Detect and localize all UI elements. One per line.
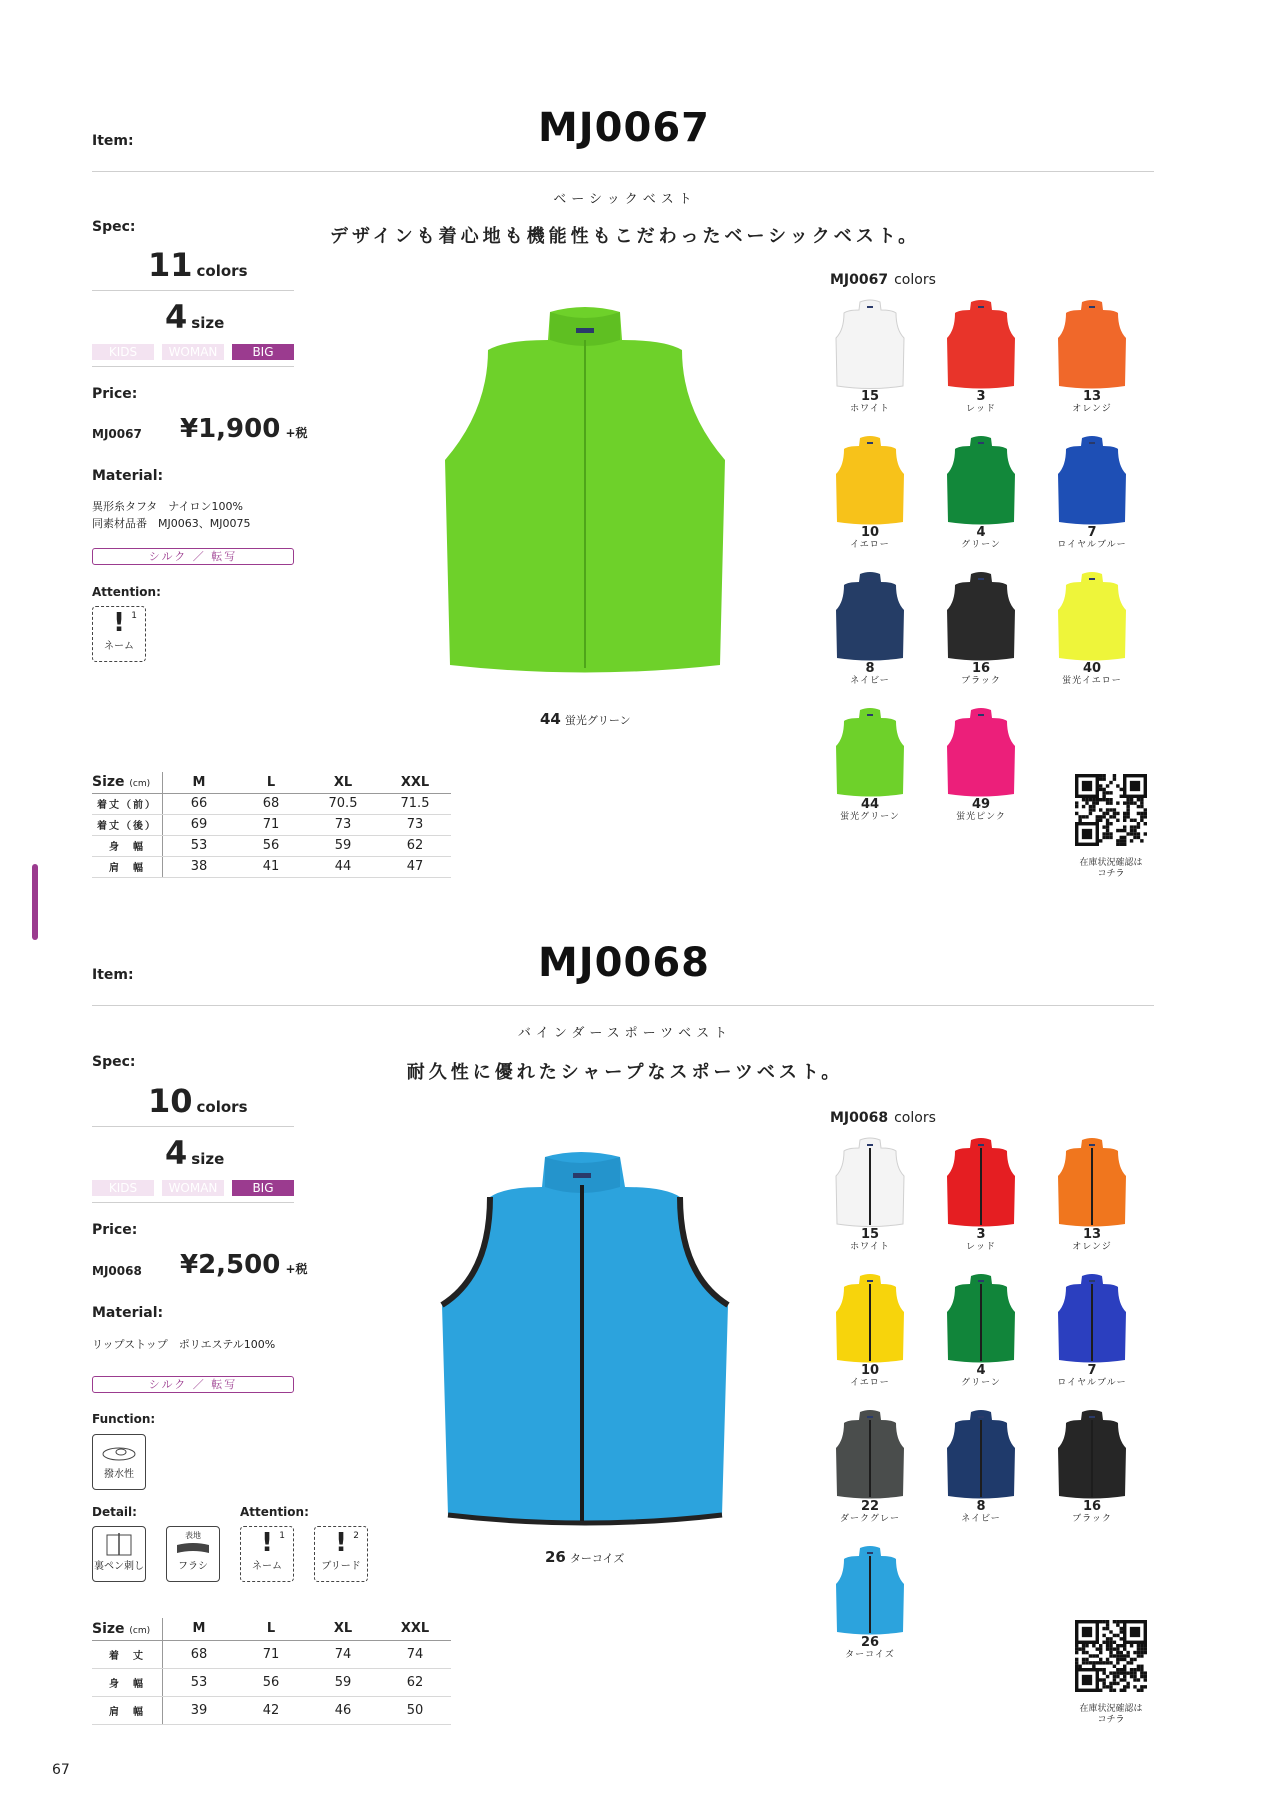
size-col: L [235, 772, 307, 793]
side-accent-bar [32, 864, 38, 940]
swatch-number: 7 [1087, 525, 1097, 540]
color-swatch [820, 434, 920, 551]
print-methods: シルク ／ 転写 [92, 548, 294, 565]
spec-divider [92, 290, 294, 291]
tag-woman: WOMAN [162, 344, 224, 360]
swatch-name: ホワイト [850, 404, 890, 414]
qr-caption: 在庫状況確認は コチラ [1079, 1704, 1143, 1725]
swatch-number: 16 [971, 661, 991, 676]
vest-swatch-icon [945, 1136, 1017, 1228]
size-table-title: Size (cm) [92, 772, 163, 793]
color-swatch [1042, 1408, 1142, 1525]
item-label: Item: [92, 133, 134, 149]
swatch-number: 8 [976, 1499, 986, 1514]
swatch-name: ダークグレー [839, 1514, 900, 1524]
water-repellent-icon: 撥水性 [92, 1434, 146, 1490]
color-swatch [931, 1272, 1031, 1389]
size-col: XL [307, 1618, 379, 1640]
attention-bleed-icon: ! 2 ブリード [314, 1526, 368, 1582]
vest-swatch-icon [834, 570, 906, 662]
vest-swatch-icon [834, 1272, 906, 1364]
back-pen-stitch-icon: 裏ペン刺し [92, 1526, 146, 1582]
spec-label: Spec: [92, 1054, 136, 1070]
swatch-name: ブラック [1072, 1514, 1112, 1524]
swatch-number: 4 [976, 1363, 986, 1378]
function-label: Function: [92, 1412, 156, 1426]
table-row: 肩 幅 39 42 46 50 [92, 1696, 451, 1724]
price-code: MJ0067 [92, 427, 142, 441]
swatch-number: 49 [971, 797, 991, 812]
tag-kids: KIDS [92, 344, 154, 360]
page-number: 67 [52, 1762, 70, 1778]
swatch-name: グリーン [961, 1378, 1001, 1388]
colors-count: 10 colors [148, 1082, 248, 1120]
vest-swatch-icon [834, 434, 906, 526]
swatch-number: 15 [860, 1227, 880, 1242]
swatch-number: 44 [860, 797, 880, 812]
swatch-number: 15 [860, 389, 880, 404]
swatch-name: ブラック [961, 676, 1001, 686]
lining-icon: 表地 フラシ [166, 1526, 220, 1582]
vest-swatch-icon [945, 298, 1017, 390]
item-label: Item: [92, 967, 134, 983]
color-swatch [931, 1408, 1031, 1525]
spec-divider [92, 1202, 294, 1203]
color-swatch [820, 1408, 920, 1525]
table-row: 着丈（前） 66 68 70.5 71.5 [92, 793, 451, 814]
vest-swatch-icon [834, 706, 906, 798]
color-swatch [820, 706, 920, 823]
spec-divider [92, 1126, 294, 1127]
tag-big: BIG [232, 1180, 294, 1196]
swatch-name: レッド [966, 404, 996, 414]
material-text: リップストップ ポリエステル100% [92, 1338, 276, 1351]
vest-swatch-icon [1056, 570, 1128, 662]
color-swatch [820, 1136, 920, 1253]
color-swatch [1042, 1272, 1142, 1389]
tag-kids: KIDS [92, 1180, 154, 1196]
color-swatch [820, 298, 920, 415]
color-swatch [931, 570, 1031, 687]
color-swatch [931, 434, 1031, 551]
table-row: 肩 幅 38 41 44 47 [92, 856, 451, 877]
swatch-name: 蛍光グリーン [840, 812, 900, 822]
qr-code [1075, 774, 1147, 846]
attention-name-icon: ! 1 ネーム [92, 606, 146, 662]
product-subname: ベーシックベスト [553, 192, 697, 207]
price-code: MJ0068 [92, 1264, 142, 1278]
size-table [92, 1618, 451, 1725]
product-catchphrase: デザインも着心地も機能性もこだわったベーシックベスト。 [329, 226, 921, 247]
vest-swatch-icon [945, 706, 1017, 798]
vest-swatch-icon [834, 1136, 906, 1228]
swatch-name: 蛍光イエロー [1062, 676, 1122, 686]
main-color-caption: 44 蛍光グリーン [540, 710, 631, 728]
swatch-name: グリーン [961, 540, 1001, 550]
print-methods: シルク ／ 転写 [92, 1376, 294, 1393]
vest-swatch-icon [1056, 1272, 1128, 1364]
product-subname: バインダースポーツベスト [517, 1026, 733, 1041]
swatch-name: イエロー [850, 1378, 890, 1388]
vest-swatch-icon [1056, 298, 1128, 390]
color-swatch [820, 1544, 920, 1661]
size-col: M [163, 772, 236, 793]
tag-big: BIG [232, 344, 294, 360]
swatch-number: 7 [1087, 1363, 1097, 1378]
color-swatch [820, 570, 920, 687]
table-row: 身 幅 53 56 59 62 [92, 835, 451, 856]
material-text: 異形糸タフタ ナイロン100% 同素材品番 MJ0063、MJ0075 [92, 500, 251, 530]
swatch-name: オレンジ [1072, 404, 1112, 414]
price: ¥2,500 +税 [180, 1250, 308, 1280]
color-swatch [820, 1272, 920, 1389]
color-swatch [931, 298, 1031, 415]
qr-code [1075, 1620, 1147, 1692]
divider [92, 1005, 1154, 1006]
swatch-number: 10 [860, 525, 880, 540]
swatch-number: 4 [976, 525, 986, 540]
price: ¥1,900 +税 [180, 414, 308, 444]
size-count: 4 size [165, 1134, 225, 1172]
swatch-name: オレンジ [1072, 1242, 1112, 1252]
color-swatch [1042, 298, 1142, 415]
swatch-name: ネイビー [961, 1514, 1001, 1524]
size-col: XL [307, 772, 379, 793]
swatch-name: イエロー [850, 540, 890, 550]
size-table [92, 772, 451, 878]
vest-swatch-icon [945, 570, 1017, 662]
color-swatch [1042, 434, 1142, 551]
size-col: M [163, 1618, 236, 1640]
table-row: 着 丈 68 71 74 74 [92, 1640, 451, 1668]
vest-swatch-icon [945, 1408, 1017, 1500]
color-swatch [931, 706, 1031, 823]
product-code: MJ0068 [537, 940, 710, 986]
color-swatch [931, 1136, 1031, 1253]
swatch-number: 3 [976, 1227, 986, 1242]
vest-swatch-icon [834, 298, 906, 390]
color-swatch [1042, 570, 1142, 687]
attention-name-icon: ! 1 ネーム [240, 1526, 294, 1582]
swatch-name: レッド [966, 1242, 996, 1252]
vest-swatch-icon [1056, 434, 1128, 526]
swatch-name: ロイヤルブルー [1057, 1378, 1127, 1388]
product-catchphrase: 耐久性に優れたシャープなスポーツベスト。 [406, 1062, 844, 1083]
vest-swatch-icon [945, 434, 1017, 526]
attention-label: Attention: [240, 1505, 309, 1519]
spec-divider [92, 366, 294, 367]
swatch-name: 蛍光ピンク [956, 812, 1006, 822]
colors-header: MJ0068 colors [830, 1110, 936, 1126]
swatch-number: 10 [860, 1363, 880, 1378]
swatch-number: 8 [865, 661, 875, 676]
swatch-name: ホワイト [850, 1242, 890, 1252]
detail-label: Detail: [92, 1505, 137, 1519]
swatch-number: 26 [860, 1635, 880, 1650]
tag-woman: WOMAN [162, 1180, 224, 1196]
size-count: 4 size [165, 298, 225, 336]
vest-swatch-icon [834, 1544, 906, 1636]
divider [92, 171, 1154, 172]
spec-label: Spec: [92, 219, 136, 235]
table-row: 着丈（後） 69 71 73 73 [92, 814, 451, 835]
attention-label: Attention: [92, 585, 161, 599]
colors-count: 11 colors [148, 246, 248, 284]
swatch-name: ネイビー [850, 676, 890, 686]
swatch-number: 16 [1082, 1499, 1102, 1514]
swatch-number: 22 [860, 1499, 880, 1514]
qr-caption: 在庫状況確認は コチラ [1079, 858, 1143, 879]
price-label: Price: [92, 1222, 138, 1238]
swatch-number: 13 [1082, 389, 1102, 404]
vest-swatch-icon [1056, 1136, 1128, 1228]
vest-swatch-icon [945, 1272, 1017, 1364]
material-label: Material: [92, 468, 164, 484]
vest-swatch-icon [1056, 1408, 1128, 1500]
colors-header: MJ0067 colors [830, 272, 936, 288]
size-col: XXL [379, 1618, 451, 1640]
price-label: Price: [92, 386, 138, 402]
swatch-name: ロイヤルブルー [1057, 540, 1127, 550]
vest-swatch-icon [834, 1408, 906, 1500]
swatch-number: 40 [1082, 661, 1102, 676]
swatch-number: 3 [976, 389, 986, 404]
swatch-number: 13 [1082, 1227, 1102, 1242]
size-col: L [235, 1618, 307, 1640]
main-color-caption: 26 ターコイズ [545, 1548, 625, 1566]
product-code: MJ0067 [537, 105, 710, 151]
swatch-name: ターコイズ [845, 1650, 895, 1660]
main-vest-image [430, 300, 740, 680]
size-table-title: Size (cm) [92, 1618, 163, 1640]
size-col: XXL [379, 772, 451, 793]
main-vest-image [430, 1145, 740, 1535]
color-swatch [1042, 1136, 1142, 1253]
material-label: Material: [92, 1305, 164, 1321]
table-row: 身 幅 53 56 59 62 [92, 1668, 451, 1696]
